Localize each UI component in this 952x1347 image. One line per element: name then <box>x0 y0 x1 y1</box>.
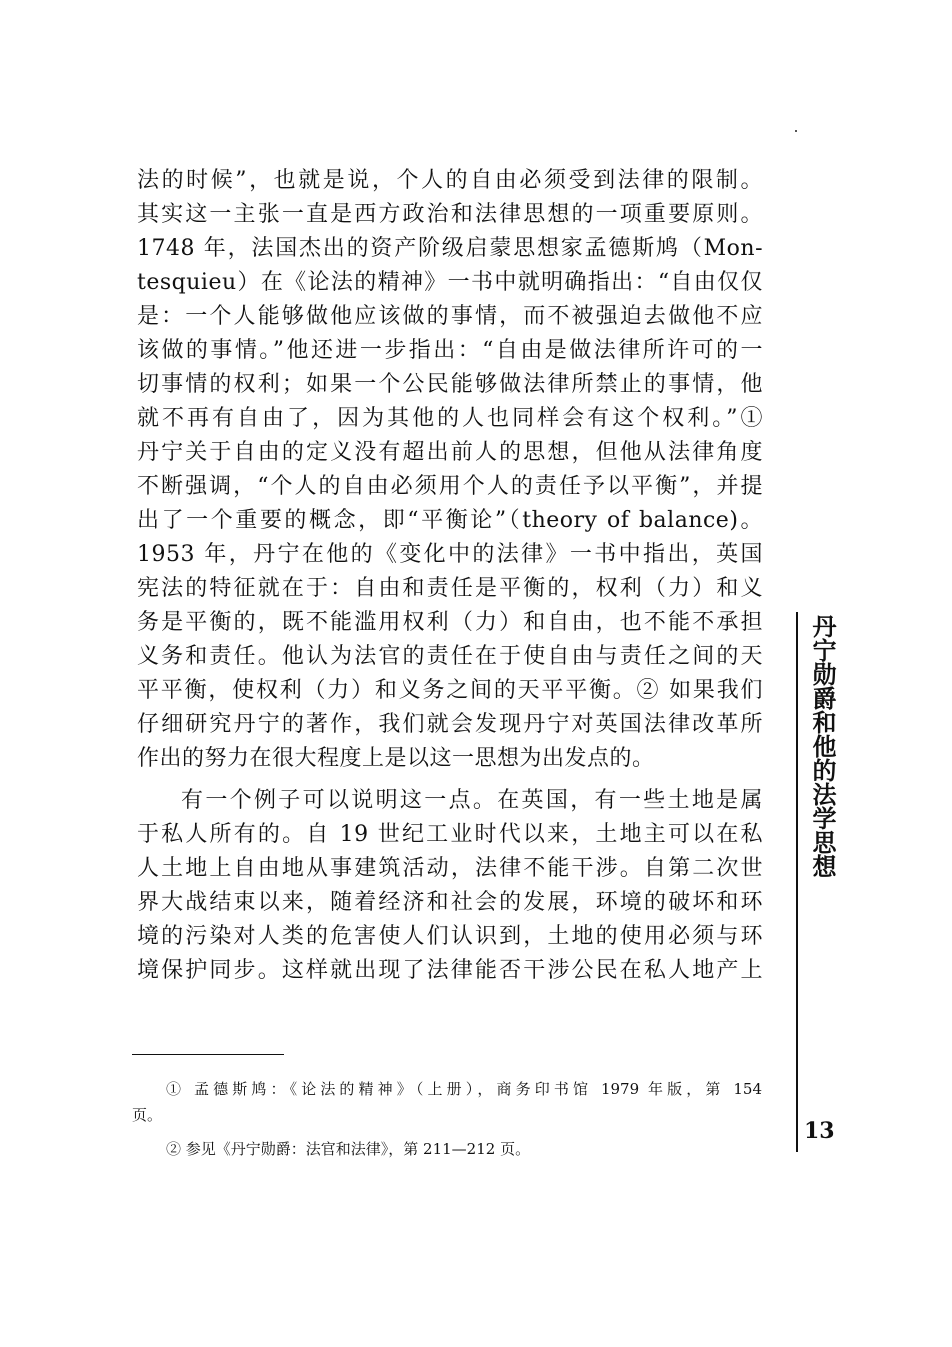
body-line: 其实这一主张一直是西方政治和法律思想的一项重要原则。 <box>137 202 763 227</box>
sidebar-rule <box>796 612 798 1152</box>
body-line: 1953 年，丹宁在他的《变化中的法律》一书中指出，英国 <box>137 542 763 567</box>
body-line: tesquieu）在《论法的精神》一书中就明确指出：“自由仅仅 <box>137 270 763 295</box>
body-line: 该做的事情。”他还进一步指出：“自由是做法律所许可的一 <box>137 338 763 363</box>
paragraph-gap <box>137 776 763 784</box>
page-number: 13 <box>804 1118 835 1144</box>
running-title: 丹宁勋爵和他的法学思想 <box>808 614 836 878</box>
body-line: 务是平衡的，既不能滥用权利（力）和自由，也不能不承担 <box>137 610 763 635</box>
body-line: 不断强调，“个人的自由必须用个人的责任予以平衡”，并提 <box>137 474 763 499</box>
body-line: 作出的努力在很大程度上是以这一思想为出发点的。 <box>137 746 655 771</box>
footnote-2: ② 参见《丹宁勋爵：法官和法律》，第 211—212 页。 <box>166 1140 531 1158</box>
body-line: 于私人所有的。自 19 世纪工业时代以来，土地主可以在私 <box>137 822 763 847</box>
body-line: 法的时候”，也就是说，个人的自由必须受到法律的限制。 <box>137 168 763 193</box>
body-line: 境的污染对人类的危害使人们认识到，土地的使用必须与环 <box>137 924 763 949</box>
body-line: 境保护同步。这样就出现了法律能否干涉公民在私人地产上 <box>137 958 763 983</box>
footnotes <box>132 1076 762 1162</box>
body-line: 有一个例子可以说明这一点。在英国，有一些土地是属 <box>181 788 763 813</box>
body-line: 宪法的特征就在于：自由和责任是平衡的，权利（力）和义 <box>137 576 763 601</box>
body-line: 平平衡，使权利（力）和义务之间的天平平衡。② 如果我们 <box>137 678 763 703</box>
body-line: 1748 年，法国杰出的资产阶级启蒙思想家孟德斯鸠（Mon- <box>137 236 763 261</box>
body-line: 界大战结束以来，随着经济和社会的发展，环境的破坏和环 <box>137 890 763 915</box>
footnote-gap <box>132 1128 762 1136</box>
footnote-1: ① 孟德斯鸠：《论法的精神》（上册），商务印书馆 1979 年版，第 154 <box>166 1080 762 1098</box>
body-text <box>137 164 763 988</box>
body-line: 出了一个重要的概念，即“平衡论”（theory of balance)。 <box>137 508 763 533</box>
body-line: 人土地上自由地从事建筑活动，法律不能干涉。自第二次世 <box>137 856 763 881</box>
body-line: 丹宁关于自由的定义没有超出前人的思想，但他从法律角度 <box>137 440 763 465</box>
footnote-divider <box>132 1054 284 1055</box>
body-line: 义务和责任。他认为法官的责任在于使自由与责任之间的天 <box>137 644 763 669</box>
body-line: 就不再有自由了，因为其他的人也同样会有这个权利。”① <box>137 406 763 431</box>
scan-mark <box>795 130 797 132</box>
body-line: 是：一个人能够做他应该做的事情，而不被强迫去做他不应 <box>137 304 763 329</box>
body-line: 切事情的权利；如果一个公民能够做法律所禁止的事情，他 <box>137 372 763 397</box>
footnote-1-continuation: 页。 <box>132 1106 163 1124</box>
body-line: 仔细研究丹宁的著作，我们就会发现丹宁对英国法律改革所 <box>137 712 763 737</box>
